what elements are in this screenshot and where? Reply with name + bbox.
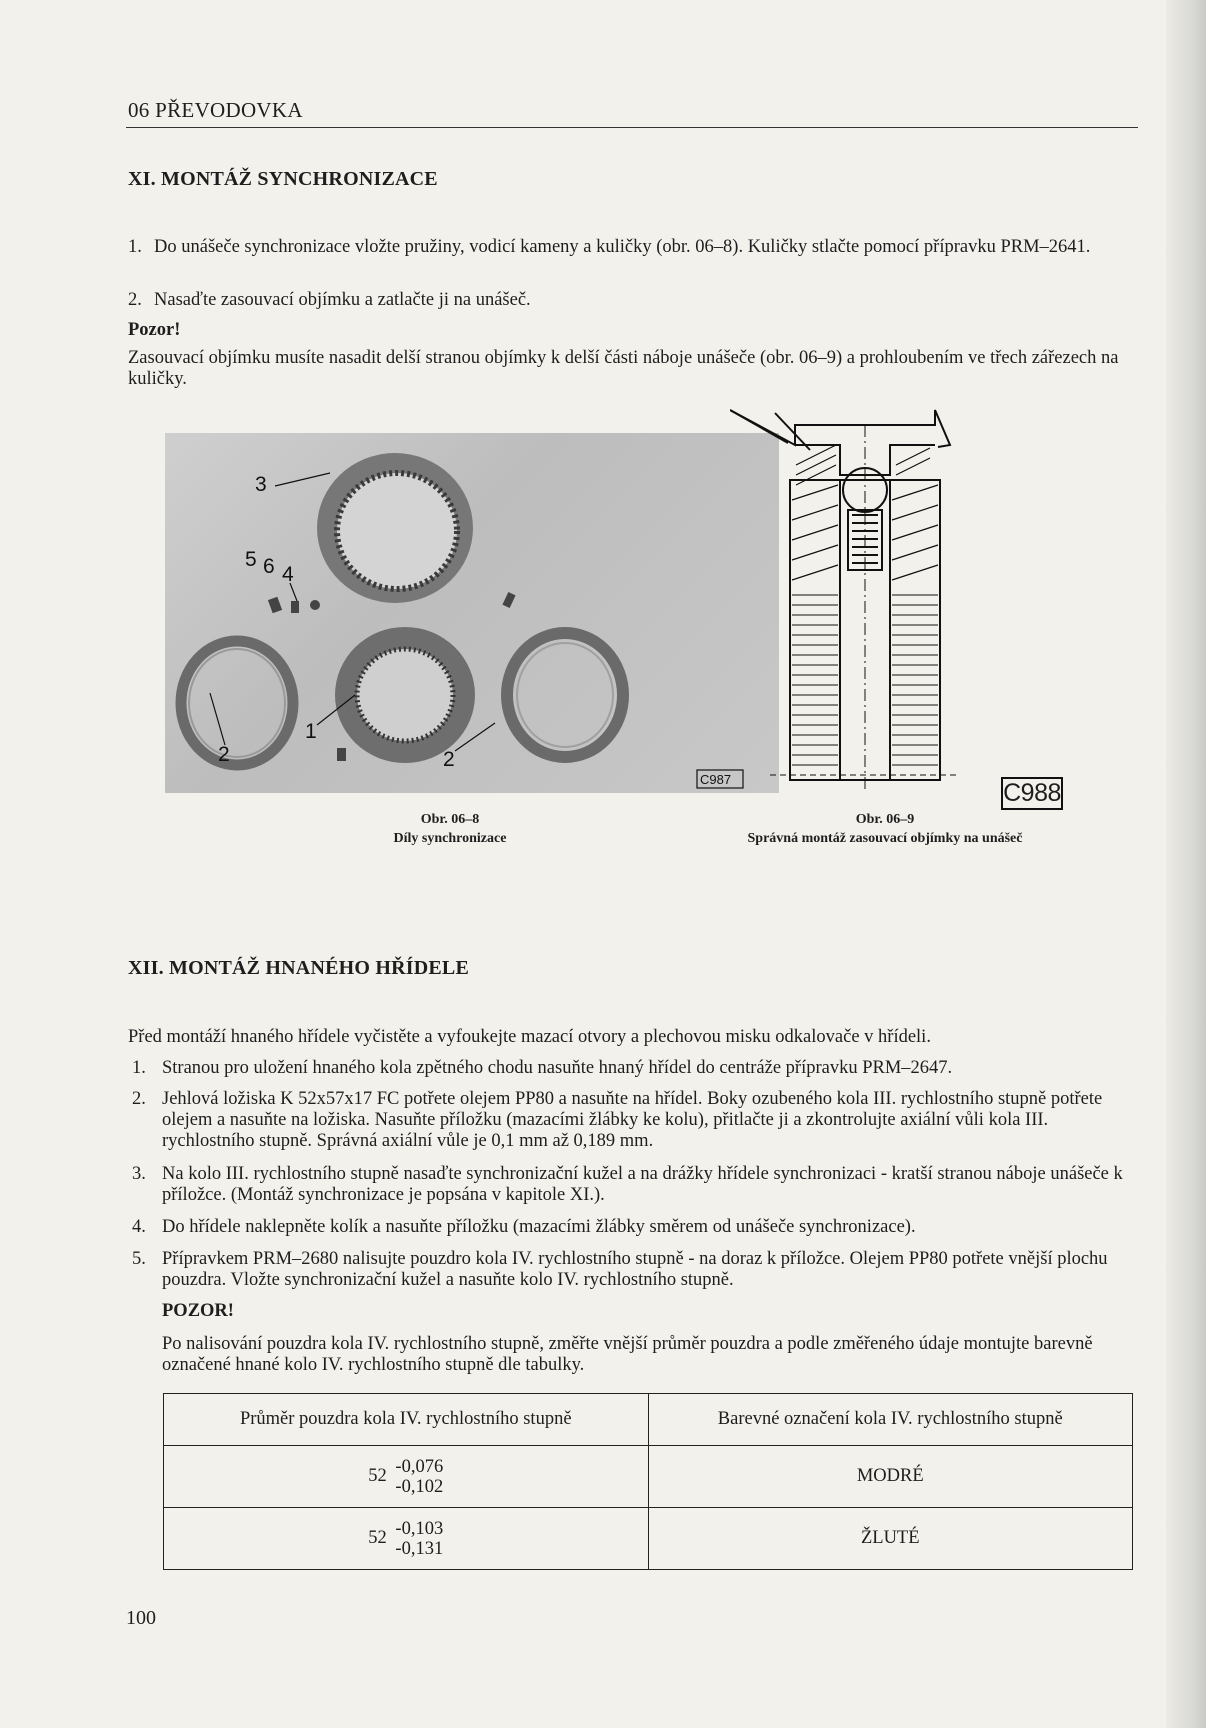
tolerance-value: [368, 1457, 443, 1497]
lower-deviation: -0,102: [395, 1476, 444, 1497]
xi-warning-label: Pozor!: [128, 320, 181, 340]
column-header: Průměr pouzdra kola IV. rychlostního stupně: [164, 1394, 649, 1446]
figure-number: Obr. 06–8: [420, 812, 480, 827]
page-number: 100: [126, 1607, 156, 1629]
nominal-diameter: 52: [368, 1466, 387, 1486]
diameter-cell: [164, 1446, 649, 1508]
header-rule: [126, 127, 1138, 128]
detent-stone: [291, 601, 299, 613]
figure-title: Správná montáž zasouvací objímky na unášeč: [747, 831, 1023, 846]
photo-code: C987: [700, 772, 732, 787]
running-head: 06 PŘEVODOVKA: [128, 98, 303, 122]
column-header: Barevné označení kola IV. rychlostního stupně: [648, 1394, 1133, 1446]
diameter-cell: [164, 1508, 649, 1570]
lower-deviation: -0,131: [395, 1538, 444, 1559]
detent-stone: [268, 597, 282, 614]
bushing-color-table: [163, 1393, 1133, 1570]
callout-label: 2: [443, 748, 455, 771]
figure-number: Obr. 06–9: [855, 812, 915, 827]
step-text: Na kolo III. rychlostního stupně nasaďte synchronizační kužel a na drážky hřídele synchronizaci - kratší stranou náboje unášeče k příložce. (Montáž synchronizace je popsána v kapitole XI.).: [162, 1164, 1123, 1205]
figure-06-8-caption: [290, 810, 610, 848]
callout-label: 1: [305, 720, 317, 743]
xi-warning-text: Zasouvací objímku musíte nasadit delší stranou objímky k delší části náboje unášeče (obr. 06–9) a prohloubením ve třech zářezech na kuličky.: [128, 348, 1119, 389]
section-hatching: [792, 485, 838, 580]
step-number: 5.: [132, 1249, 146, 1269]
spline-lines: [892, 595, 938, 765]
step-number: 3.: [132, 1164, 146, 1184]
callout-leader: [275, 473, 330, 486]
sleeve-section-illustration: [730, 405, 1075, 810]
callout-label: 3: [255, 473, 267, 496]
page-edge-shadow: [1166, 0, 1206, 1728]
callout-label: 5: [245, 548, 257, 571]
color-cell: MODRÉ: [648, 1446, 1133, 1508]
table-row: [164, 1446, 1133, 1508]
detent-ball: [310, 600, 320, 610]
synchronizer-parts-illustration: [165, 433, 779, 793]
xii-warning-label: POZOR!: [162, 1301, 234, 1321]
upper-deviation: -0,103: [395, 1518, 444, 1539]
upper-deviation: -0,076: [395, 1456, 444, 1477]
detent-stone: [337, 748, 346, 761]
table-header-row: [164, 1394, 1133, 1446]
left-cone-ring-inner: [189, 649, 285, 757]
xii-intro: Před montáží hnaného hřídele vyčistěte a vyfoukejte mazací otvory a plechovou misku odkalovače v hřídeli.: [128, 1027, 931, 1047]
section-hatching: [892, 485, 938, 580]
sleeve-assembly-drawing: [730, 405, 1075, 810]
step-text: Jehlová ložiska K 52x57x17 FC potřete olejem PP80 a nasuňte na hřídel. Boky ozubeného kola III. rychlostního stupně potřete olejem a nasuňte na ložiska. Nasuňte příložku (mazacími žlábky ke kolu), přitlačte ji a zkontrolujte axiální vůli kola III. rychlostního stupně. Správná axiální vůle je 0,1 mm až 0,189 mm.: [162, 1089, 1103, 1151]
left-cone-ring: [181, 641, 293, 765]
synchronizer-parts-photo: [165, 433, 779, 793]
figure-06-9-caption: [685, 810, 1085, 848]
color-cell: ŽLUTÉ: [648, 1508, 1133, 1570]
step-text: Stranou pro uložení hnaného kola zpětného chodu nasuňte hnaný hřídel do centráže přípravku PRM–2647.: [162, 1058, 953, 1078]
figure-code-box: C988: [1001, 777, 1063, 810]
callout-label: 4: [282, 563, 294, 586]
table-row: [164, 1508, 1133, 1570]
step-number: 2.: [128, 290, 142, 310]
step-text: Nasaďte zasouvací objímku a zatlačte ji na unášeč.: [154, 290, 531, 310]
callout-leader: [210, 693, 225, 745]
spring-piece: [502, 592, 515, 608]
right-cone-ring: [507, 633, 623, 757]
step-number: 1.: [132, 1058, 146, 1078]
step-text: Do unášeče synchronizace vložte pružiny, vodicí kameny a kuličky (obr. 06–8). Kuličky stlačte pomocí přípravku PRM–2641.: [154, 237, 1091, 257]
spline-lines: [792, 595, 838, 765]
callout-label: 6: [263, 555, 275, 578]
leader-arrow: [730, 410, 788, 443]
step-number: 2.: [132, 1089, 146, 1109]
figure-title: Díly synchronizace: [393, 831, 507, 846]
tolerance-value: [368, 1519, 443, 1559]
xii-warning-text: Po nalisování pouzdra kola IV. rychlostního stupně, změřte vnější průměr pouzdra a podle změřeného údaje montujte barevně označené hnané kolo IV. rychlostního stupně dle tabulky.: [162, 1334, 1093, 1375]
step-text: Do hřídele naklepněte kolík a nasuňte příložku (mazacími žlábky směrem od unášeče synchronizace).: [162, 1217, 916, 1237]
nominal-diameter: 52: [368, 1528, 387, 1548]
step-number: 4.: [132, 1217, 146, 1237]
section-xii-title: XII. MONTÁŽ HNANÉHO HŘÍDELE: [128, 957, 469, 979]
section-xi-title: XI. MONTÁŽ SYNCHRONIZACE: [128, 168, 438, 190]
right-cone-ring-inner: [517, 643, 613, 747]
step-number: 1.: [128, 237, 142, 257]
step-text: Přípravkem PRM–2680 nalisujte pouzdro kola IV. rychlostního stupně - na doraz k příložce. Olejem PP80 potřete vnější plochu pouzdra. Vložte synchronizační kužel a nasuňte kolo IV. rychlostního stupně.: [162, 1249, 1108, 1290]
callout-label: 2: [218, 743, 230, 766]
